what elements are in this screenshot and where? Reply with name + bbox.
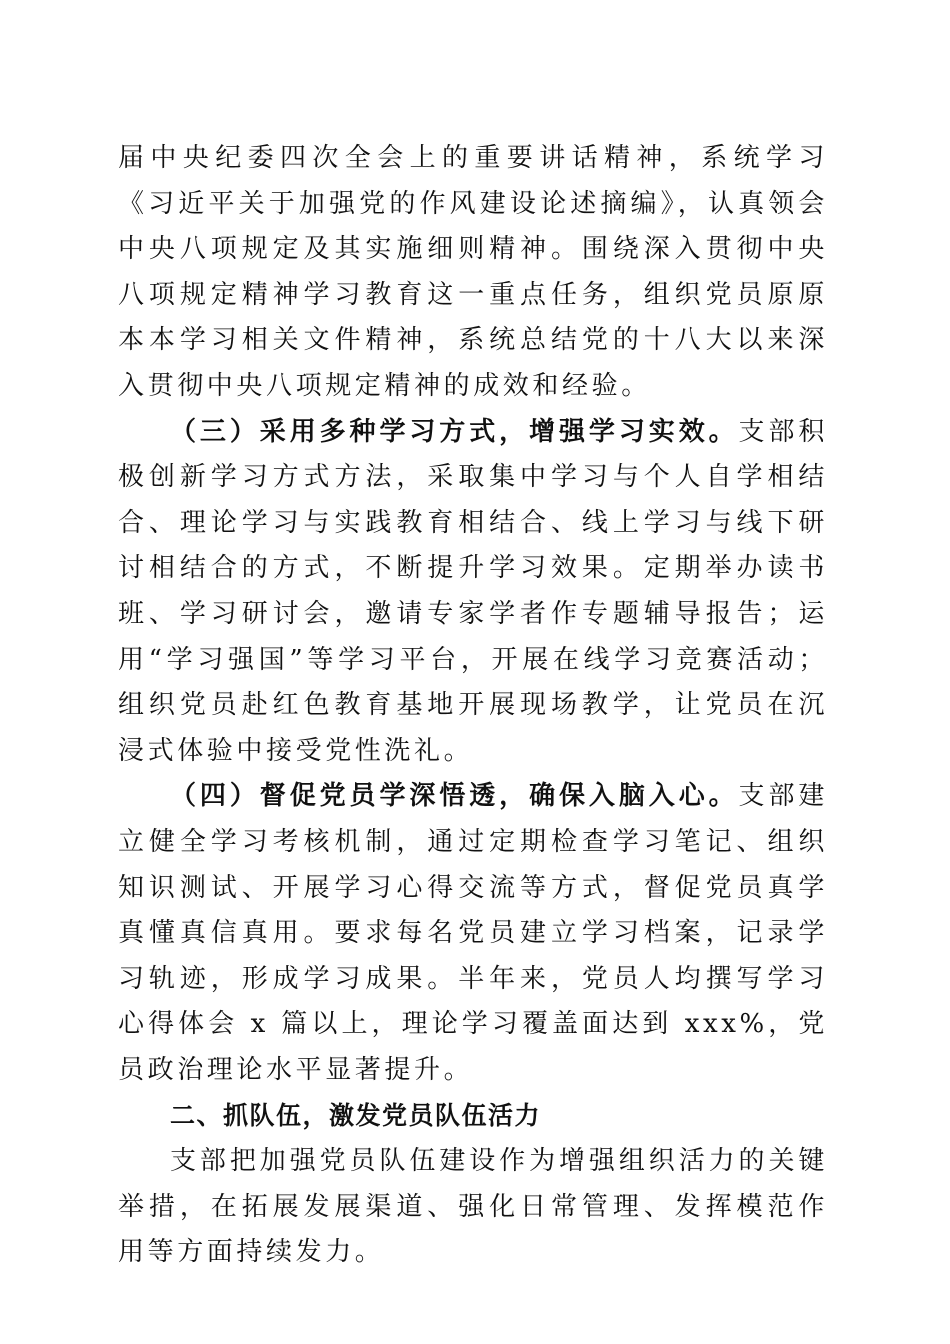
paragraph-body: 支部建立健全学习考核机制，通过定期检查学习笔记、组织知识测试、开展学习心得交流等方式，督促党员真学真懂真信真用。要求每名党员建立学习档案，记录学习轨迹，形成学习成果。半年来，党员人均撰写学习心得体会 x 篇以上，理论学习覆盖面达到 xxx%，党员政治理论水平显著提升。: [118, 781, 828, 1085]
section-lead-three: （三）采用多种学习方式，增强学习实效。: [170, 416, 739, 447]
paragraph-team-building: 支部把加强党员队伍建设作为增强组织活力的关键举措，在拓展发展渠道、强化日常管理、发挥模范作用等方面持续发力。: [118, 1146, 828, 1268]
paragraph-continued: 届中央纪委四次全会上的重要讲话精神，系统学习《习近平关于加强党的作风建设论述摘编》，认真领会中央八项规定及其实施细则精神。围绕深入贯彻中央八项规定精神学习教育这一重点任务，组织党员原原本本学习相关文件精神，系统总结党的十八大以来深入贯彻中央八项规定精神的成效和经验。: [118, 143, 828, 401]
paragraph-supervision: [118, 774, 828, 1093]
section-heading-two: 二、抓队伍，激发党员队伍活力: [170, 1101, 542, 1131]
document-page: [118, 136, 828, 1276]
section-lead-four: （四）督促党员学深悟透，确保入脑入心。: [170, 781, 739, 812]
paragraph-learning-methods: [118, 410, 828, 775]
paragraph-body: 支部积极创新学习方式方法，采取集中学习与个人自学相结合、理论学习与实践教育相结合、线上学习与线下研讨相结合的方式，不断提升学习效果。定期举办读书班、学习研讨会，邀请专家学者作专题辅导报告；运用“学习强国”等学习平台，开展在线学习竞赛活动；组织党员赴红色教育基地开展现场教学，让党员在沉浸式体验中接受党性洗礼。: [118, 416, 828, 766]
